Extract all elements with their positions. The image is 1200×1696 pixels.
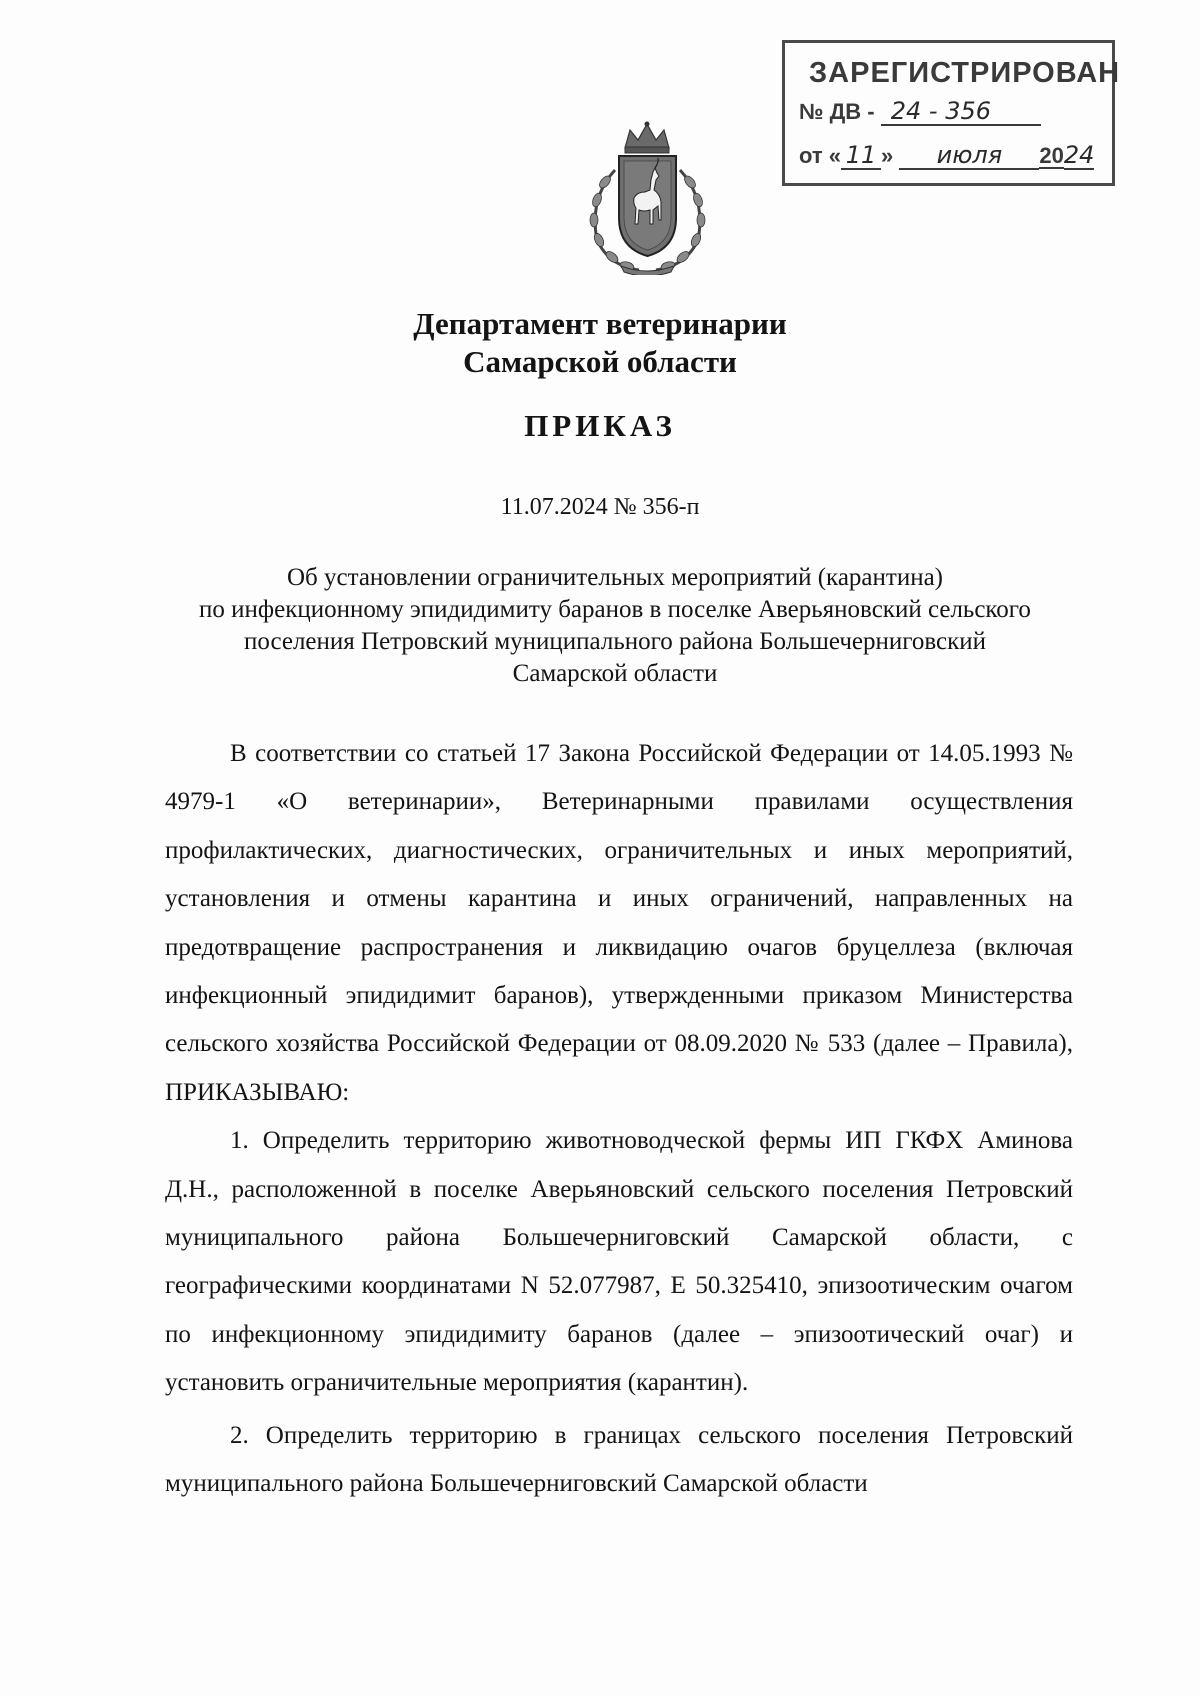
subject-line-2: по инфекционному эпидидимиту баранов в поселке Аверьяновский сельского xyxy=(199,596,1031,623)
subject-line-3: поселения Петровский муниципального района Большечерниговский xyxy=(243,628,987,655)
document-type-title: ПРИКАЗ xyxy=(524,408,676,443)
stamp-date-day: 11 xyxy=(841,143,881,170)
preamble-paragraph: В соответствии со статьей 17 Закона Российской Федерации от 14.05.1993 № 4979-1 «О ветеринарии», Ветеринарными правилами осуществления профилактических, диагностических, ограничительных и иных мероприятий, установления и отмены карантина и иных ограничений, направленных на предотвращение распространения и ликвидацию очагов бруцеллеза (включая инфекционный эпидидимит баранов), утвержденными приказом Министерства сельского хозяйства Российской Федерации от 08.09.2020 № 533 (далее – Правила), ПРИКАЗЫВАЮ: xyxy=(165,740,1073,1106)
department-line-2: Самарской области xyxy=(463,344,737,379)
stamp-date-prefix: от « xyxy=(799,143,842,168)
department-name xyxy=(0,305,1200,381)
order-date-number: 11.07.2024 № 356-п xyxy=(500,494,700,520)
registration-stamp xyxy=(782,40,1121,186)
stamp-number-row xyxy=(799,99,1041,126)
subject-line-4: Самарской области xyxy=(512,660,718,687)
stamp-date-year-suffix: 24 xyxy=(1063,141,1095,169)
stamp-title: ЗАРЕГИСТРИРОВАН xyxy=(809,57,1121,89)
order-body xyxy=(165,730,1073,1509)
subject-line-1: Об установлении ограничительных мероприятий (карантина) xyxy=(286,564,944,591)
stamp-date-row xyxy=(799,143,1094,170)
stamp-date-mid: » xyxy=(881,143,894,168)
stamp-date-month: июля xyxy=(899,143,1039,170)
department-line-1: Департамент ветеринарии xyxy=(413,306,787,341)
stamp-number-value: 24 - 356 xyxy=(881,99,1041,126)
stamp-date-year-prefix: 20 xyxy=(1039,143,1064,168)
coat-of-arms-emblem xyxy=(575,120,720,275)
stamp-number-label: № ДВ - xyxy=(799,99,875,124)
order-item-2: 2. Определить территорию в границах сельского поселения Петровский муниципального района Большечерниговский Самарской области xyxy=(165,1421,1073,1498)
order-item-1: 1. Определить территорию животноводческой фермы ИП ГКФХ Аминова Д.Н., расположенной в поселке Аверьяновский сельского поселения Петровский муниципального района Большечерниговский Самарской области, с географическими координатами N 52.077987, E 50.325410, эпизоотическим очагом по инфекционному эпидидимиту баранов (далее – эпизоотический очаг) и установить ограничительные мероприятия (карантин). xyxy=(165,1127,1073,1397)
order-subject xyxy=(150,562,1080,690)
